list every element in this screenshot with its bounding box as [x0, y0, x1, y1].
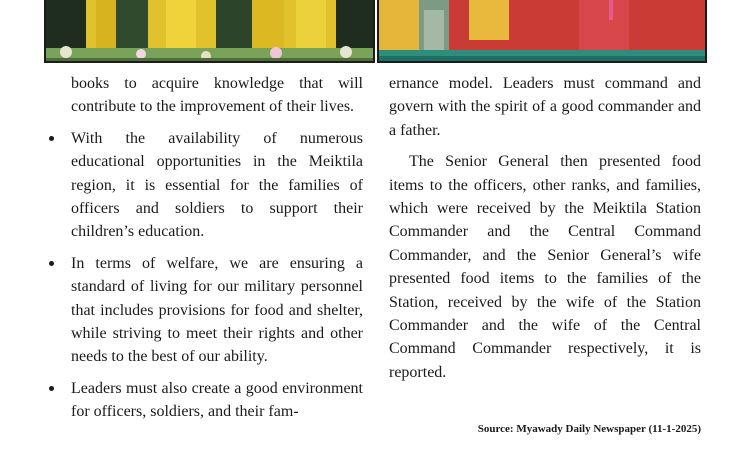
bullet-text: Leaders must also create a good environment for officers, soldiers, and their fam- — [71, 379, 363, 421]
right-photo — [377, 0, 707, 63]
left-continuation-text: books to acquire knowledge that will contribute to the improvement of their lives. — [71, 75, 363, 116]
source-credit: Source: Myawady Daily Newspaper (11-1-2025) — [477, 423, 701, 435]
body-paragraph: The Senior General then presented food items to the officers, other ranks, and families, which were received by the Meiktila Station Commander and the Central Command Commander, and the Senior General’s wife presented food items to the families of the Station, received by the wife of the Station Commander and the wife of the Central Command Commander respectively, it is reported. — [389, 153, 701, 381]
left-photo — [44, 0, 375, 63]
right-continuation-text: ernance model. Leaders must command and govern with the spirit of a good commander and a father. — [389, 75, 701, 139]
left-column — [71, 72, 363, 432]
bullet-item — [71, 127, 363, 244]
bullet-marker — [49, 261, 54, 266]
bullet-text: With the availability of numerous educational opportunities in the Meiktila region, it is essential for the families of officers and soldiers to support their children’s education. — [71, 129, 363, 241]
bullet-item — [71, 377, 363, 424]
ceremony-scene-right — [379, 0, 707, 63]
bullet-marker — [49, 136, 54, 141]
bullet-item — [71, 252, 363, 369]
bullet-marker — [49, 386, 54, 391]
right-column — [389, 72, 701, 384]
bullet-text: In terms of welfare, we are ensuring a standard of living for our military personnel that includes provisions for food and shelter, while striving to meet their rights and other needs to the best of our ability. — [71, 254, 363, 366]
ceremony-scene-left — [46, 0, 375, 63]
